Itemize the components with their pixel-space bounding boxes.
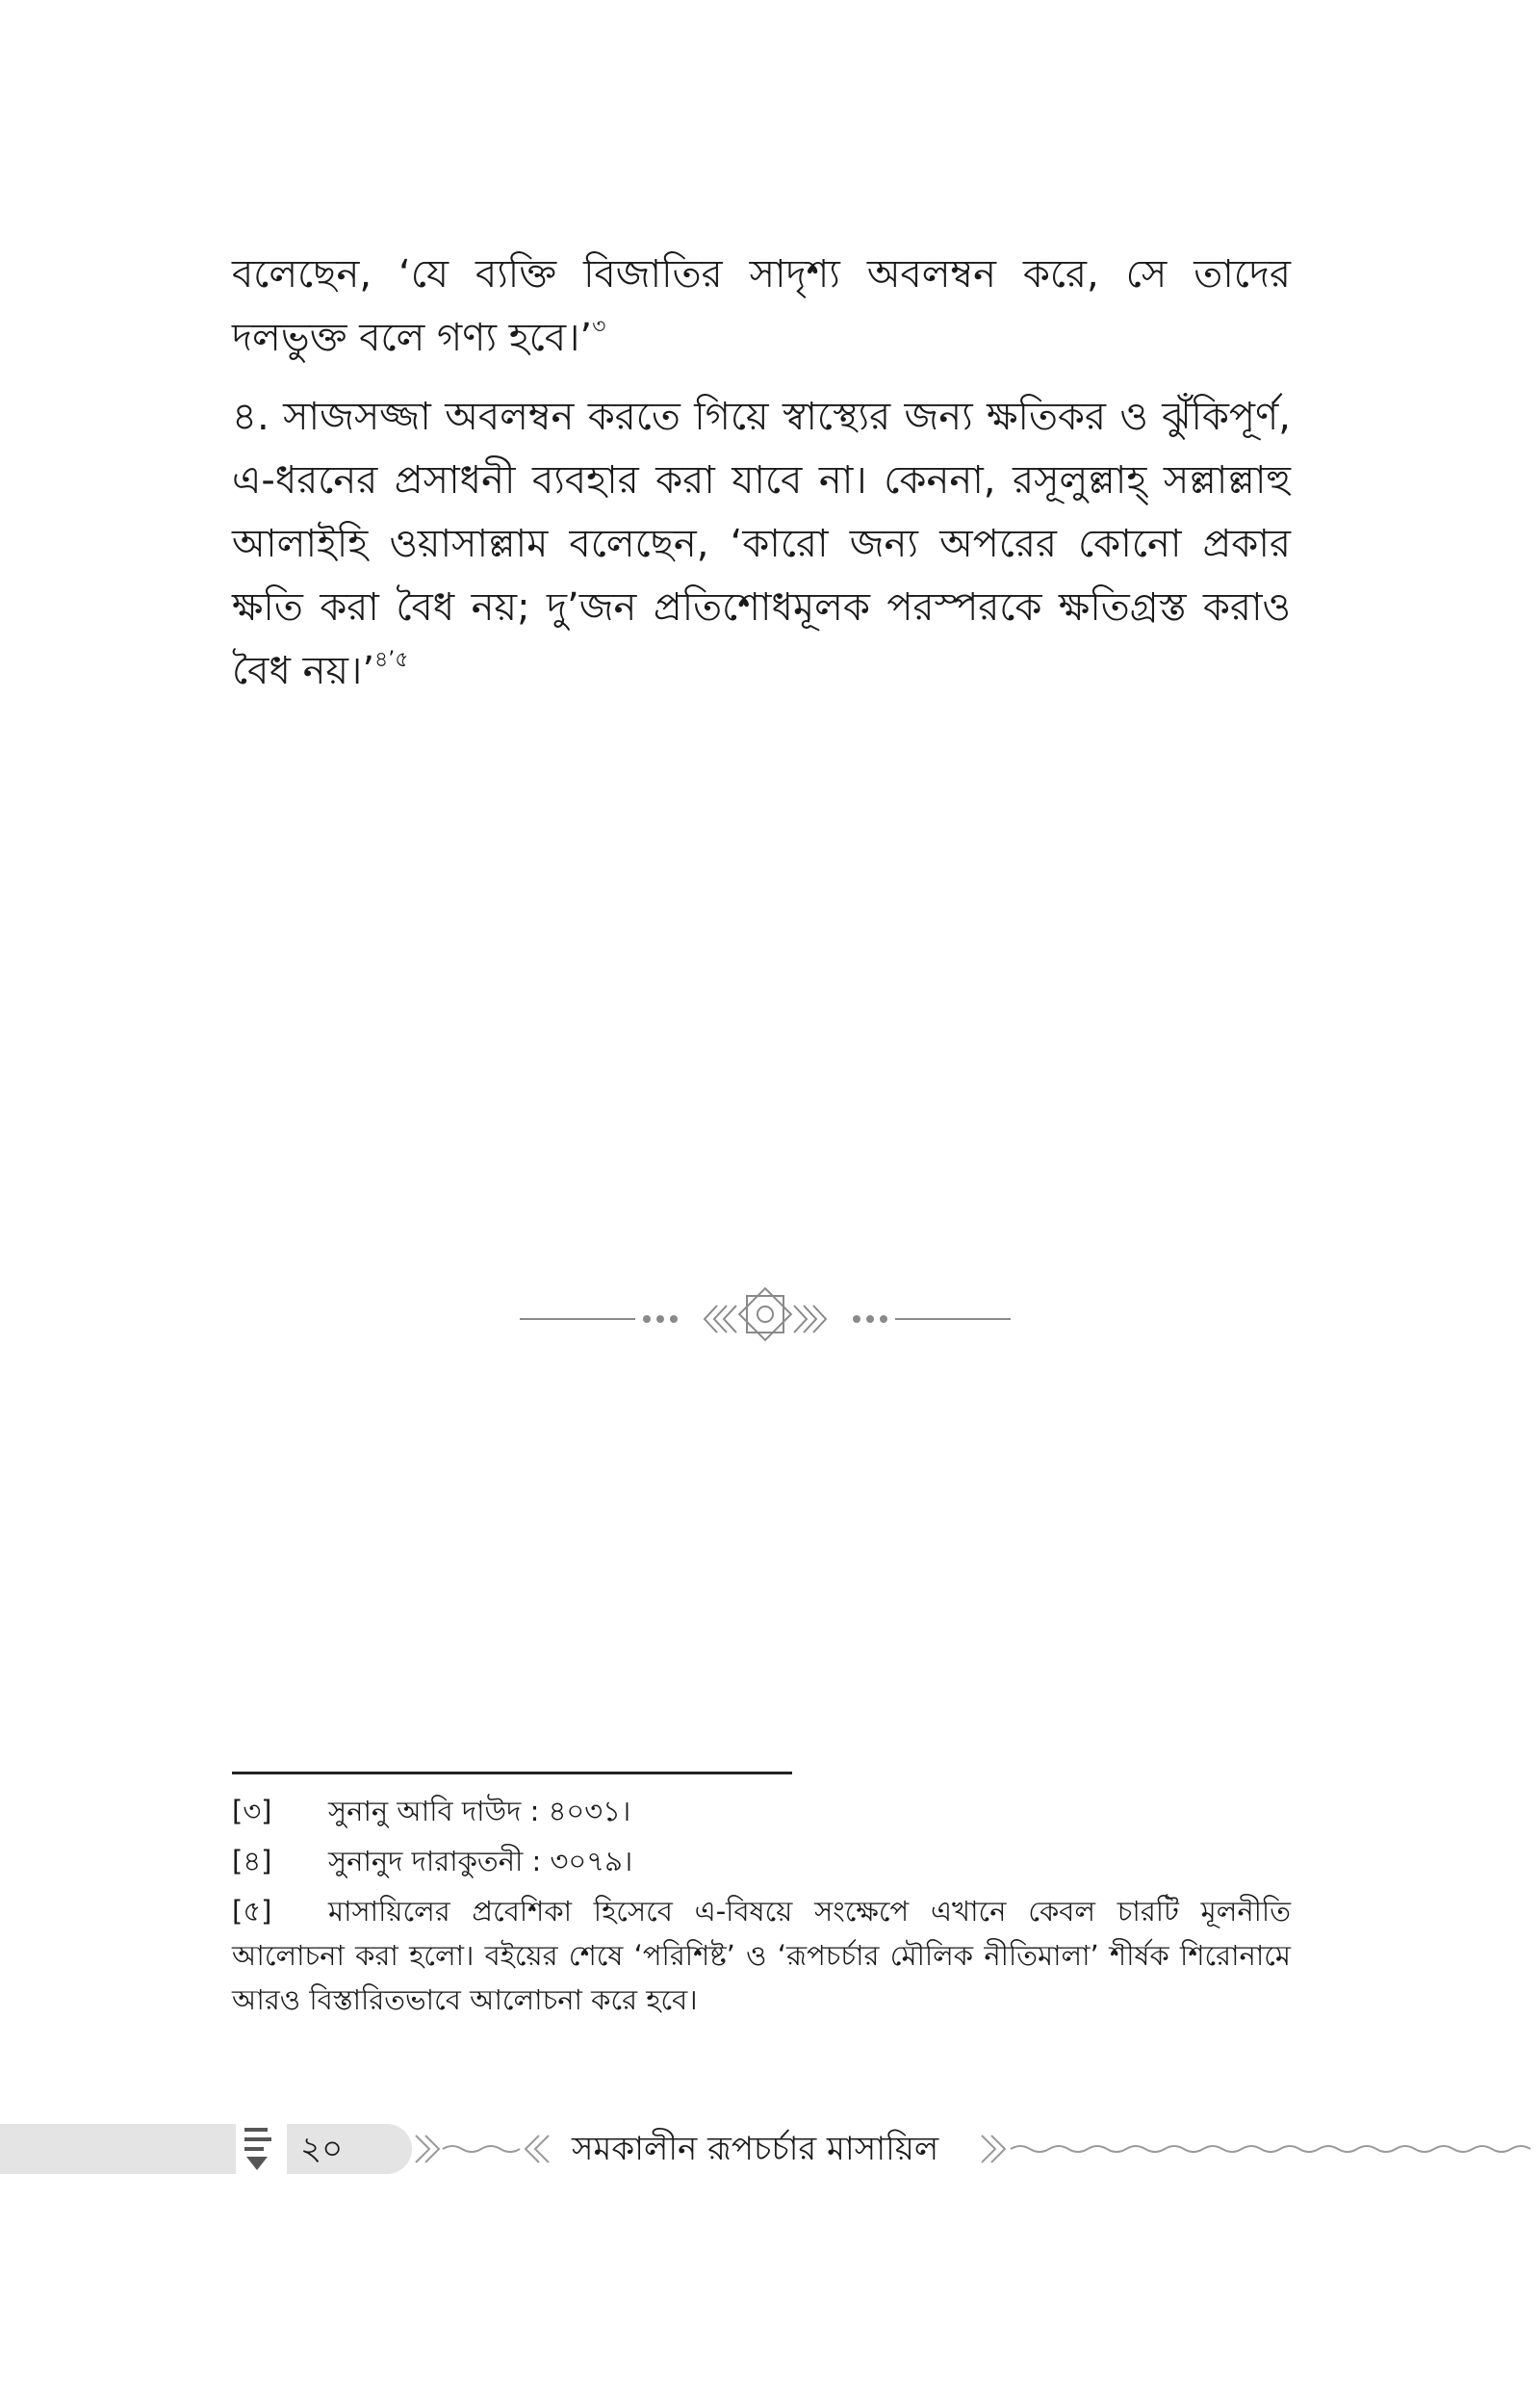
body-paragraph-2	[232, 385, 1291, 703]
footnote-5	[232, 1889, 1291, 2022]
footnote-text: মাসায়িলের প্রবেশিকা হিসেবে এ-বিষয়ে সংক্ষেপে এখানে কেবল চারটি মূলনীতি আলোচনা করা হলো। বইয়ের শেষে ‘পরিশিষ্ট’ ও ‘রূপচর্চার মৌলিক নীতিমালা’ শীর্ষক শিরোনামে আরও বিস্তারিতভাবে আলোচনা করে হবে।	[232, 1895, 1291, 2016]
footnote-4	[232, 1839, 1291, 1883]
footnote-separator	[232, 1772, 792, 1774]
page-number: ২০	[300, 2130, 344, 2168]
footnote-mark: [৩]	[232, 1795, 272, 1827]
page-footer	[0, 2118, 1540, 2180]
body-paragraph-1	[232, 243, 1291, 370]
footnote-ref-3[interactable]: ৩	[592, 315, 606, 339]
paragraph-1-text: বলেছেন, ‘যে ব্যক্তি বিজাতির সাদৃশ্য অবলম্বন করে, সে তাদের দলভুক্ত বলে গণ্য হবে।’	[232, 252, 1291, 360]
footnote-ref-4-5[interactable]: ৪’৫	[374, 648, 409, 672]
running-title: সমকালীন রূপচর্চার মাসায়িল	[572, 2130, 939, 2168]
footnote-3	[232, 1789, 1291, 1833]
footnotes	[232, 1789, 1291, 2028]
paragraph-2-text: ৪. সাজসজ্জা অবলম্বন করতে গিয়ে স্বাস্থ্যের জন্য ক্ষতিকর ও ঝুঁকিপূর্ণ, এ-ধরনের প্রসাধনী ব্যবহার করা যাবে না। কেননা, রসূলুল্লাহ্ সল্লাল্লাহু আলাইহি ওয়াসাল্লাম বলেছেন, ‘কারো জন্য অপরের কোনো প্রকার ক্ষতি করা বৈধ নয়; দু’জন প্রতিশোধমূলক পরস্পরকে ক্ষতিগ্রস্ত করাও বৈধ নয়।’	[232, 395, 1291, 693]
section-divider-ornament-icon	[520, 1281, 1011, 1358]
footnote-text: সুনানু আবি দাউদ : ৪০৩১।	[328, 1795, 631, 1827]
footnote-mark: [৪]	[232, 1845, 272, 1877]
footnote-text: সুনানুদ দারাকুতনী : ৩০৭৯।	[328, 1845, 633, 1877]
footnote-mark: [৫]	[232, 1895, 272, 1928]
